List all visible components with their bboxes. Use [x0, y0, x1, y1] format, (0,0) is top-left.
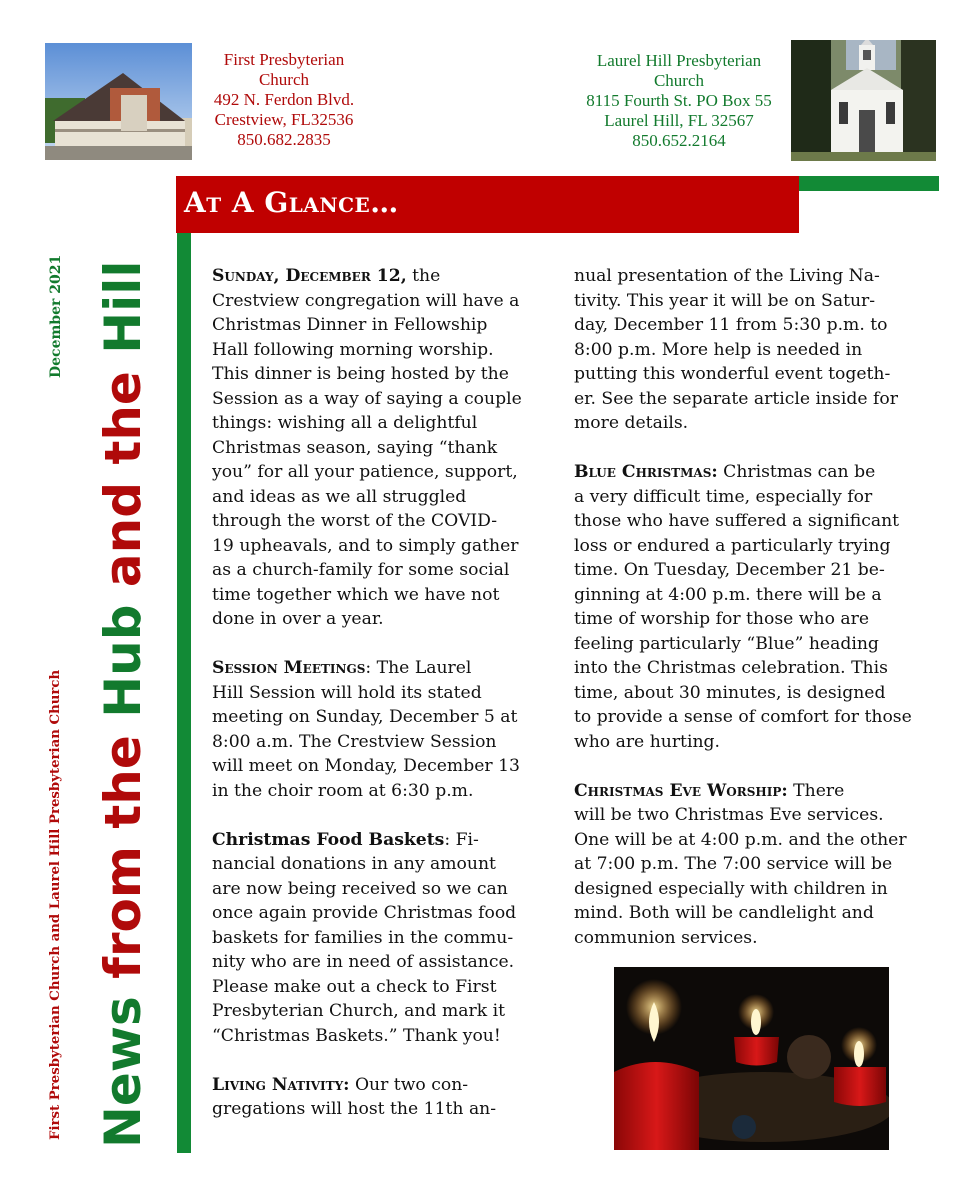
article-line: ginning at 4:00 p.m. there will be a [574, 584, 882, 605]
masthead-word-news: News [94, 996, 152, 1148]
article-line: 8:00 p.m. More help is needed in [574, 339, 863, 360]
article-line: : Fi- [444, 829, 479, 850]
article-heading: Christmas Eve Worship: [574, 780, 788, 801]
article-line: nual presentation of the Living Na- [574, 266, 880, 286]
article-line: Our two con- [349, 1074, 469, 1095]
article-blue-christmas [574, 460, 936, 754]
first-presbyterian-address-block [196, 50, 372, 150]
article-line: Session as a way of saying a couple [212, 388, 522, 409]
article-line: once again provide Christmas food [212, 903, 517, 923]
article-line: a very difficult time, especially for [574, 486, 873, 507]
article-line: will be two Christmas Eve services. [574, 805, 884, 825]
article-line: in the choir room at 6:30 p.m. [212, 780, 474, 801]
first-presbyterian-church-photo [45, 43, 192, 160]
article-line: feeling particularly “Blue” heading [574, 633, 879, 654]
church-street-address: 8115 Fourth St. PO Box 55 [586, 91, 772, 110]
church-city-zip: Laurel Hill, FL 32567 [604, 111, 754, 130]
article-line: nancial donations in any amount [212, 854, 496, 874]
masthead-subtitle: First Presbyterian Church and Laurel Hill Presbyterian Church [48, 669, 63, 1140]
article-line: are now being received so we can [212, 878, 508, 899]
article-living-nativity-part1 [212, 1073, 552, 1122]
article-line: putting this wonderful event togeth- [574, 364, 891, 384]
church-phone: 850.652.2164 [632, 131, 726, 150]
article-line: Presbyterian Church, and mark it [212, 1001, 506, 1021]
article-line: the [406, 266, 441, 286]
article-line: tivity. This year it will be on Satur- [574, 290, 876, 311]
section-title: At A Glance… [184, 186, 399, 219]
article-column-left [212, 264, 552, 1146]
article-line: 8:00 a.m. The Crestview Session [212, 731, 497, 752]
laurel-hill-church-photo [791, 40, 936, 161]
church-phone: 850.682.2835 [237, 130, 331, 149]
article-line: 19 upheavals, and to simply gather [212, 535, 519, 556]
article-line: more details. [574, 413, 689, 433]
article-heading: Session Meetings [212, 658, 366, 678]
article-line: who are hurting. [574, 731, 720, 752]
article-heading: Blue Christmas: [574, 462, 718, 482]
article-line: Crestview congregation will have a [212, 290, 520, 311]
article-christmas-eve-worship [574, 779, 936, 951]
article-line: meeting on Sunday, December 5 at [212, 707, 518, 727]
article-line: Christmas Dinner in Fellowship [212, 315, 488, 335]
article-line: those who have suffered a significant [574, 511, 900, 531]
article-line: time together which we have not [212, 584, 500, 605]
article-heading: Living Nativity: [212, 1074, 350, 1095]
article-line: done in over a year. [212, 609, 384, 629]
article-line: gregations will host the 11th an- [212, 1099, 497, 1119]
article-line: you” for all your patience, support, [212, 462, 518, 482]
laurel-hill-address-block [566, 51, 792, 151]
article-line: time. On Tuesday, December 21 be- [574, 560, 885, 580]
church-street-address: 492 N. Ferdon Blvd. [213, 90, 355, 109]
article-line: Hall following morning worship. [212, 339, 494, 360]
article-living-nativity-part2 [574, 264, 936, 436]
church-name-line1: Laurel Hill Presbyterian [596, 51, 762, 70]
article-line: mind. Both will be candlelight and [574, 903, 874, 923]
masthead-word-and-the: and the [94, 371, 152, 588]
advent-candles-photo [614, 967, 889, 1150]
church-building-image [45, 43, 192, 160]
article-line: There [787, 780, 845, 801]
issue-date: December 2021 [48, 254, 64, 378]
article-line: Christmas season, saying “thank [212, 437, 498, 458]
masthead-word-hub: Hub [94, 604, 152, 718]
article-line: will meet on Monday, December 13 [212, 756, 520, 776]
article-line: and ideas as we all struggled [212, 486, 467, 507]
article-line: things: wishing all a delightful [212, 413, 478, 433]
article-line: baskets for families in the commu- [212, 927, 514, 948]
church-name-line2: Church [653, 71, 705, 90]
article-line: Hill Session will hold its stated [212, 682, 482, 703]
article-column-right [574, 264, 936, 975]
article-line: loss or endured a particularly trying [574, 535, 891, 556]
article-line: time of worship for those who are [574, 609, 870, 629]
article-line: “Christmas Baskets.” Thank you! [212, 1025, 501, 1046]
article-line: to provide a sense of comfort for those [574, 707, 912, 727]
masthead-word-from-the: from the [94, 735, 152, 979]
church-name-line1: First Presbyterian [223, 50, 345, 69]
article-line: day, December 11 from 5:30 p.m. to [574, 315, 888, 335]
banner-green-accent [799, 176, 939, 191]
article-heading: Christmas Food Baskets [212, 829, 445, 850]
article-line: as a church-family for some social [212, 560, 510, 580]
masthead-title [95, 260, 151, 1148]
article-line: This dinner is being hosted by the [212, 364, 509, 384]
article-line: into the Christmas celebration. This [574, 658, 888, 678]
church-name-line2: Church [258, 70, 310, 89]
article-line: Please make out a check to First [212, 976, 497, 997]
article-line: communion services. [574, 927, 758, 948]
article-line: through the worst of the COVID- [212, 511, 498, 531]
article-line: at 7:00 p.m. The 7:00 service will be [574, 854, 893, 874]
article-line: er. See the separate article inside for [574, 388, 898, 409]
article-line: : The Laurel [365, 658, 472, 678]
vertical-green-rule [177, 233, 191, 1153]
article-line: designed especially with children in [574, 878, 888, 899]
article-line: time, about 30 minutes, is designed [574, 682, 886, 703]
article-food-baskets [212, 828, 552, 1049]
article-line: Christmas can be [717, 462, 876, 482]
candles-image [614, 967, 889, 1150]
article-session-meetings [212, 656, 552, 803]
article-sunday-dinner [212, 264, 552, 632]
white-chapel-image [791, 40, 936, 161]
masthead-word-hill: Hill [94, 260, 152, 354]
article-line: nity who are in need of assistance. [212, 952, 515, 972]
article-line: One will be at 4:00 p.m. and the other [574, 829, 907, 850]
article-heading: Sunday, December 12, [212, 266, 407, 286]
church-city-zip: Crestview, FL32536 [214, 110, 354, 129]
